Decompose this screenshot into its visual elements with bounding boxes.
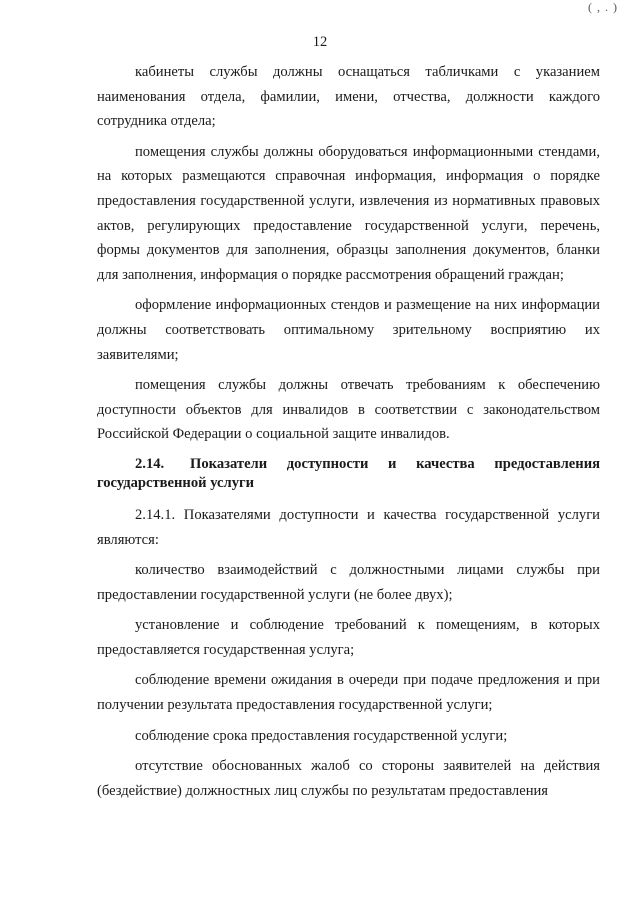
list-item: соблюдение срока предоставления государственной услуги; [135,727,508,744]
list-item: отсутствие обоснованных жалоб со стороны заявителей на действия (бездействие) должностных лиц службы по результатам предоставления [97,758,600,799]
corner-mark: ( , . ) [588,0,618,14]
paragraph: 2.14.1. Показателями доступности и качества государственной услуги являются: [97,506,600,548]
section-heading [97,455,600,493]
section-number: 2.14. [135,455,165,472]
paragraph: помещения службы должны отвечать требованиям к обеспечению доступности объектов для инвалидов в соответствии с законодательством Российской Федерации о социальной защите инвалидов. [97,377,600,443]
body-text [97,60,600,803]
page-number: 12 [312,34,328,50]
paragraph: оформление информационных стендов и размещение на них информации должны соответствовать оптимальному зрительному восприятию их заявителями; [97,297,600,363]
paragraph: помещения службы должны оборудоваться информационными стендами, на которых размещаются справочная информация, информация о порядке предоставления государственной услуги, извлечения из нормативных правовых актов, регулирующих предоставление государственной услуги, перечень, формы документов для заполнения, образцы заполнения документов, бланки для заполнения, информация о порядке рассмотрения обращений граждан; [97,143,600,283]
list-item: установление и соблюдение требований к помещениям, в которых предоставляется государственная услуга; [97,617,600,658]
paragraph: кабинеты службы должны оснащаться табличками с указанием наименования отдела, фамилии, имени, отчества, должности каждого сотрудника отдела; [97,64,600,130]
list-item: соблюдение времени ожидания в очереди при подаче предложения и при получении результата предоставления государственной услуги; [97,672,600,714]
list-item: количество взаимодействий с должностными лицами службы при предоставлении государственной услуги (не более двух); [97,562,600,603]
section-title: Показатели доступности и качества предоставления государственной услуги [97,455,600,491]
